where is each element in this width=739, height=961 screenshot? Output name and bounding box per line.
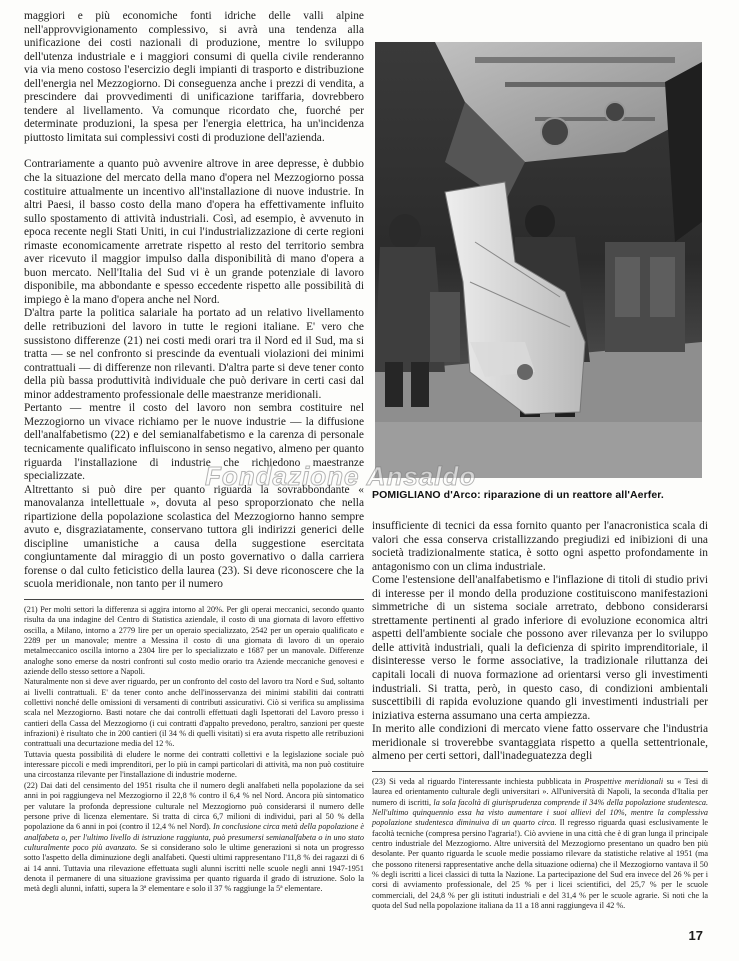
paragraph: maggiori e più economiche fonti idriche delle valli alpine nell'approvvigionamento complessivo, si avrà una tendenza alla unificazione dei costi nazionali di produzione, mentre lo sviluppo dell'utenza industriale e i maggiori consumi di quella civile renderanno via via meno costoso l'esercizio degli impianti di trasporto e distribuzione dell'energia nel Mezzogiorno. Di conseguenza anche i prezzi di vendita, a prescindere dai provvedimenti di unificazione tariffaria, dovrebbero tendere al livellamento. Va comunque ricordato che, fuorché per determinate produzioni, la spesa per l'energia elettrica, ha un'incidenza piuttosto limitata sui complessivi costi di produzione dell'azienda. xyxy=(24,10,364,144)
paragraph: In merito alle condizioni di mercato viene fatto osservare che l'industria meridionale si troverebbe svantaggiata rispetto a quella settentrionale, almeno per certi settori, dall'inadeguatezza degli xyxy=(372,723,708,763)
paragraph: Come l'estensione dell'analfabetismo e l'inflazione di titoli di studio privi di interesse per il mondo della produzione costituiscono manifestazioni simmetriche di un sistema sociale arretrato, debbono considerarsi strettamente pertinenti al grado inferiore di evoluzione economica altri aspetti dell'ambiente sociale che possono aver rilevanza per lo sviluppo delle attività industriali, quali la deficienza di spirito imprenditoriale, il disinteresse verso le forme associative, la tradizionale riluttanza dei capitali locali di nuova formazione ad orientarsi verso gli investimenti industriali. Si tratta, però, in questo caso, di condizioni ambientali suscettibili di rapida evoluzione quando gli investimenti industriali per iniziativa esterna assumano una certa ampiezza. xyxy=(372,574,708,722)
footnote-text: su « Tesi di laurea ed orientamento culturale degli universitari ». All'università di Napoli, la seconda d'Italia per numero di iscritti, xyxy=(372,776,708,807)
footnote-title: Prospettive meridionali xyxy=(584,776,664,786)
page-number: 17 xyxy=(688,928,703,943)
footnote-22 xyxy=(24,781,364,895)
workshop-photo xyxy=(375,42,702,478)
paragraph: Altrettanto si può dire per quanto riguarda la sovrabbondante « manovalanza intellettuale », dovuta al peso sproporzionato che nella ripartizione della popolazione scolastica del Mezzogiorno hanno sempre avuto e, disgraziatamente, conservano tuttora gli indirizzi generici delle discipline umanistiche a causa della suggestione esercitata congiuntamente dal miraggio di un posto governativo o dalla carriera forense o dal culto feticistico della laurea (23). Si deve riconoscere che la scuola meridionale, non tanto per il numero xyxy=(24,483,364,591)
footnote-text: (23) Si veda al riguardo l'interessante inchiesta pubblicata in xyxy=(372,776,585,786)
watermark: Fondazione Ansaldo xyxy=(205,461,477,491)
jet-engine-repair-image xyxy=(375,42,702,478)
footnote-emphasis: la sola facoltà di giurisprudenza comprende il 34% della popolazione studentesca. Nell'ultimo quinquennio essa ha visto aumentare i suoi allievi del 10%, mentre la complessiva popolazione studentesca diminuiva di un quarto circa. xyxy=(372,797,708,828)
paragraph: Pertanto — mentre il costo del lavoro non sembra costituire nel Mezzogiorno un vivace richiamo per le nuove industrie — la diffusione dell'analfabetismo (22) e del semianalfabetismo e la carenza di personale tecnicamente qualificato influiscono in senso negativo, almeno per quanto riguarda l'installazione di industrie che richiedono maestranze specializzate. xyxy=(24,402,364,483)
footnote-21-cont: Naturalmente non si deve aver riguardo, per un confronto del costo del lavoro tra Nord e Sud, soltanto ai livelli contrattuali. E' da tener conto anche dell'inosservanza dei minimi stabiliti dai contratti collettivi nonché delle omissioni di versamenti di contributi assicurativi. Ciò si verifica su amplissima scala nel Mezzogiorno. Basti notare che dai controlli effettuati dagli Ispettorati del Lavoro presso i cantieri della Cassa del Mezzogiorno (i cui contratti d'appalto prevedono, peraltro, sanzioni per queste infrazioni) è risultato che in 200 cantieri (il 34 % di quelli visitati) si era avuta rispetto alle retribuzioni contrattuali una decurtazione media del 12 %. xyxy=(24,677,364,749)
left-column xyxy=(24,10,364,895)
paragraph: insufficiente di tecnici da essa fornito quanto per l'anacronistica scala di valori che essa conserva cristallizzando pregiudizi ed inibizioni di una società tradizionalmente statica, è sotto ogni aspetto profondamente in antagonismo con un clima industriale. xyxy=(372,520,708,573)
right-column xyxy=(372,520,708,911)
footnote-divider xyxy=(24,599,364,600)
footnote-divider xyxy=(372,771,708,772)
footnote-21-cont: Tuttavia questa possibilità di eludere le norme dei contratti collettivi e la legislazione sociale può interessare piccoli e medi imprenditori, per lo più in campi particolari di attività, ma non può costituire una circostanza rilevante per l'installazione di industrie moderne. xyxy=(24,749,364,780)
footnote-emphasis: In conclusione circa metà della popolazione è analfabeta o, per l'ultimo livello di istruzione raggiunta, può presumersi semianalfabeta o in uno stato culturalmente poco più avanzato. xyxy=(24,822,364,852)
footnote-text: (22) Dai dati del censimento del 1951 risulta che il numero degli analfabeti nella popolazione da sei anni in poi raggiungeva nel Mezzogiorno il 22,8 % contro il 6,4 % nel Nord. Ancora più sintomatico per valutare la profonda depressione culturale nel Mezzogiorno può considerarsi il numero delle persone prive di licenza elementare. Si tratta di circa 6,7 milioni di individui, pari al 50 % della popolazione da 6 anni in poi (contro il 12,4 % nel Nord). xyxy=(24,780,364,832)
footnote-text: Se si considerano solo le ultime generazioni si nota un progresso sotto l'aspetto della diminuzione degli analfabeti. Questi ultimi rappresentano l'11,8 % dei ragazzi di 6 ai 14 anni. Tuttavia una rilevazione effettuata sugli alunni iscritti nelle scuole negli anni 1947-1951 denota il permanere di una situazione gravissima per quanto riguarda il grado di istruzione. Solo la metà degli alunni, infatti, supera la 3ª elementare e solo il 37 % raggiunge la 5ª elementare. xyxy=(24,842,364,894)
paragraph: Contrariamente a quanto può avvenire altrove in aree depresse, è dubbio che la situazione del mercato della mano d'opera nel Mezzogiorno possa costituire attualmente un incentivo all'installazione di nuove industrie. In altri Paesi, il basso costo della mano d'opera ha effettivamente influito sullo spostamento di attività industriali. Così, ad esempio, è avvenuto in epoca recente negli Stati Uniti, in cui l'industrializzazione di certe regioni rimaste economicamente arretrate rispetto al resto del territorio sembra aver ricevuto il maggior impulso dalla disponibilità di mano d'opera a buon mercato. Nell'Italia del Sud vi è un grande potenziale di lavoro disponibile, ma abbondante e spesso eccedente rispetto alle possibilità di impiego è la mano d'opera anche nel Nord. xyxy=(24,158,364,306)
paragraph: D'altra parte la politica salariale ha portato ad un relativo livellamento delle retribuzioni del lavoro in tutte le regioni italiane. E' vero che sussistono differenze (21) nei costi medi orari tra il Nord ed il Sud, ma si tratta — se nel confronto si prescinde da eventuali violazioni dei minimi contrattuali — di differenze non rilevanti. D'altra parte si deve tener conto della più bassa produttività individuale che può derivare in certi casi dal minor addestramento professionale delle maestranze meridionali. xyxy=(24,307,364,401)
photo-caption: POMIGLIANO d'Arco: riparazione di un reattore all'Aerfer. xyxy=(372,489,664,501)
footnote-23 xyxy=(372,777,708,911)
footnote-21: (21) Per molti settori la differenza si aggira intorno al 20%. Per gli operai meccanici, secondo quanto risulta da una indagine del Centro di Statistica aziendale, il costo di una giornata di lavoro effettivo oscilla, a Milano, intorno a 2779 lire per un operaio specializzato, 2542 per un operaio qualificato e 2289 per un manovale; mentre a Messina il costo di una giornata di lavoro di un operaio metalmeccanico oscilla intorno a 2304 lire per lo specializzato e 1687 per un manovale. Differenze analoghe sono emerse da nostri confronti sul costo medio orario tra Aziende meccaniche genovesi e aziende dello stesso settore a Napoli. xyxy=(24,604,364,677)
footnote-text: Il regresso riguarda quasi esclusivamente le facoltà tecniche (compresa persino l'agraria!). Ciò avviene in una città che è di gran lunga il principale centro industriale del Mezzogiorno. Altre università del Mezzogiorno presentano un quadro ben più desolante. Per quanto riguarda le scuole medie possiamo rilevare da statistiche relative al 1951 (ma che possono ritenersi rappresentative anche della situazione odierna) che il Mezzogiorno vantava il 50 % degli iscritti a licei classici di tutta la Nazione. La partecipazione del Sud era invece del 26 % per i corsi di avviamento professionale, del 25 % per i licei scientifici, del 25,7 % per le scuole commerciali, del 24,8 % per gli istituti industriali e del 31,4 % per le scuole agrarie. Si noti che la quota del Sud nella popolazione italiana da 11 a 18 anni raggiungeva il 42 %. xyxy=(372,818,708,910)
